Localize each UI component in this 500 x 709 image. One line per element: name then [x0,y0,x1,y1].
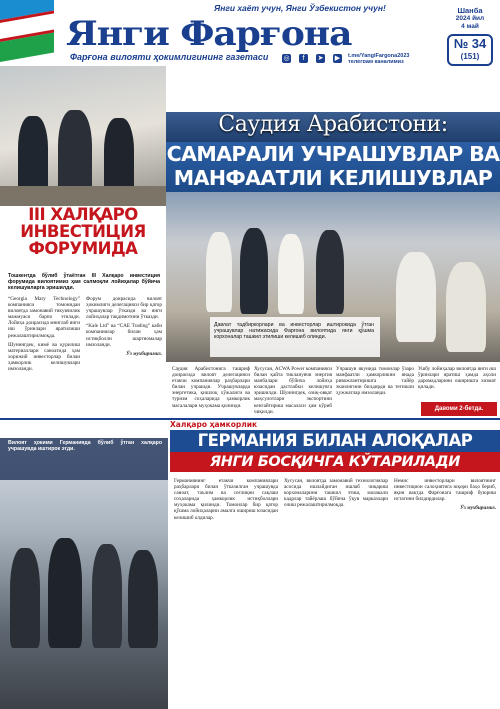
story3-headline-top: ГЕРМАНИЯ БИЛАН АЛОҚАЛАР [197,431,473,450]
story2-column4: Ушбу лойиҳалар вилоятда янги иш ўринлари яратиш ҳамда аҳоли даромадларини оширишга хизмат қилади. [418,366,496,391]
story3-headline-bottom: ЯНГИ БОСҚИЧГА КЎТАРИЛАДИ [210,454,460,470]
story3-column3-text: Немис инвесторлари вилоятнинг инвестицион салоҳиятига юқори баҳо бериб, яқин вақтда Фарғонага ташриф буюриш истагини билдирдилар. [394,478,496,503]
story3-kicker: Халқаро ҳамкорлик [170,420,258,429]
social-links [282,54,342,63]
story3-headline-bottom-box [170,452,500,472]
story1-para3: Форум доирасида вилоят ҳокимлиги делегацияси бир қатор учрашувлар ўтказди ва янги лойиҳалар тақдимотини ўтказди. [86,296,162,321]
story3-headline-top-box [170,430,500,452]
youtube-icon[interactable]: ▶ [334,54,341,62]
issue-date: 4 май [461,23,479,30]
handle-label: телеграм каналимиз [348,59,404,63]
instagram-icon[interactable]: ◎ [283,54,290,62]
issue-total: (151) [460,52,480,61]
telegram-icon[interactable]: ➤ [317,54,324,62]
story2-column2: Хусусан, ACWA Power компанияси билан қайта тикланувчи энергия манбалари бўйича лойиҳа юзасидан дастлабки келишувга эришилди. Шунингдек, озиқ-овқат маҳсулотлари экспортини кенгайтириш масаласи ҳам кўриб чиқилди. [254,366,332,415]
issue-number: № 34 [453,36,487,51]
issue-day: Шанба [457,6,483,15]
forum-photo [0,66,166,206]
story2-headline-box [166,142,500,192]
story3-column2: Хусусан, вилоятда замонавий технологиялар асосида ишлайдиган ишлаб чиқариш корхоналарини ташкил этиш, малакали кадрлар тайёрлаш бўйича ўқув марказлари очиш режалаштирилмоқда. [284,478,388,509]
story2-column1: Саудия Арабистонига ташриф доирасида вилоят делегацияси етакчи компаниялар раҳбарлари билан учрашди. Учрашувларда энергетика, қишлоқ хўжалиги ва туризм соҳаларида ҳамкорлик масалалари муҳокама қилинди. [172,366,250,409]
masthead [0,0,500,63]
newspaper-title: Янги Фарғона [66,14,352,54]
handle-url[interactable]: t.me/YangiFargona2023 [348,53,410,59]
story1-headline-line2: ИНВЕСТИЦИЯ [20,222,146,241]
facebook-icon[interactable]: f [299,54,308,63]
story3-column3 [394,478,496,511]
issue-number-box [447,34,493,66]
story1-headline-line1: III ХАЛҚАРО [28,205,138,224]
story1-headline-line3: ФОРУМИДА [28,239,138,258]
story1-signature: Ўз мухбиримиз. [126,350,162,357]
continued-link[interactable]: Давоми 2-бетда. [421,402,497,416]
story1-headline [0,206,166,271]
story2-headline-line2: МАНФААТЛИ КЕЛИШУВЛАР [173,166,493,190]
newspaper-subtitle: Фарғона вилояти ҳокимлигининг газетаси [70,52,269,62]
story1-para1: “Georgia Mary Technology” компанияси томонидан вилоятда замонавий тикувчилик мажмуаси барпо этилади. Лойиҳа доирасида минглаб янги иш ўринлари яратилиши режалаштирилмоқда. [8,296,80,339]
issue-year: 2024 йил [455,15,485,22]
story2-photo-caption: Давлат тадбиркорлари ва инвесторлар иштирокида ўтган учрашувлар натижасида Фарғона вилоятида янги қўшма корхоналар ташкил этилиши келишиб олинди. [214,322,374,340]
slogan: Янги хаёт учун, Янги Ўзбекистон учун! [214,3,386,13]
story2-headline-top: Саудия Арабистони: [218,112,448,137]
flag-illustration [0,0,54,62]
story1-para2: Шунингдек, кимё ва қурилиш материаллари саноатида ҳам хорижий инвесторлар билан ҳамкорлик келишувлари имзоланди. [8,341,80,373]
germany-photo [0,438,168,709]
story1-para4: “Kale Ltd” ва “CAE Trading” каби компаниялар билан ҳам истиқболли шартномалар имзоланди. [86,323,162,348]
story1-lead: Тошкентда бўлиб ўтаётган III Халқаро инвестиция форумида вилоятимиз ҳам салмоқли лойиҳалар бўйича келишувларга эришилди. [8,273,160,291]
story1-column2 [86,296,162,357]
story1-column1 [8,296,80,372]
telegram-handle [348,53,409,63]
story3-column1: Германиянинг етакчи компаниялари раҳбарлари билан ўтказилган учрашувда саноат, таълим ва соғлиқни сақлаш соҳаларида ҳамкорлик истиқболлари муҳокама қилинди. Томонлар бир қатор қўшма лойиҳаларни амалга ошириш юзасидан келишиб олдилар. [174,478,278,521]
story3-photo-caption: Вилоят ҳокими Германияда бўлиб ўтган халқаро учрашувда иштирок этди. [8,440,162,452]
story2-headline-line1: САМАРАЛИ УЧРАШУВЛАР ВА [166,142,500,166]
issue-box [440,0,500,84]
story2-column3: Учрашув якунида томонлар ўзаро манфаатли ҳамкорликни янада ривожлантиришга тайёр эканлигини билдирди ва тегишли ҳужжатлар имзоланди. [336,366,414,397]
story3-signature: Ўз мухбиримиз. [460,505,496,512]
